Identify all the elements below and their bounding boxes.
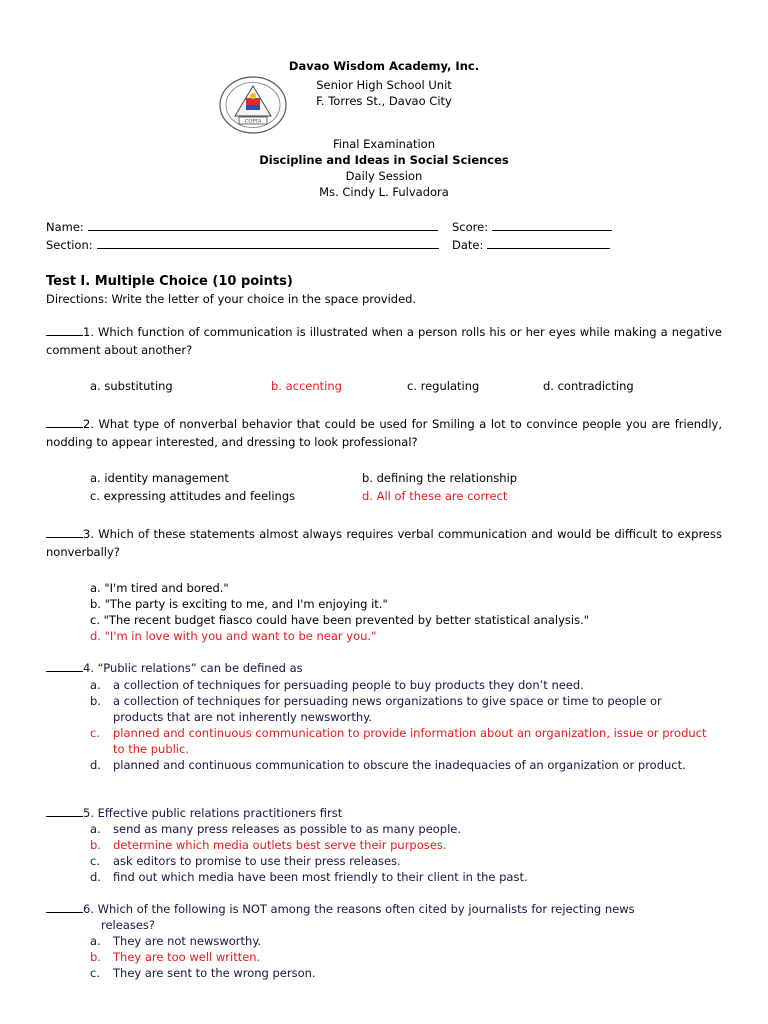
subject-title: Discipline and Ideas in Social Sciences [259, 153, 509, 167]
directions: Directions: Write the letter of your choice in the space provided. [46, 292, 417, 306]
date-label: Date: [452, 238, 484, 252]
question-1 [46, 323, 722, 359]
section-field[interactable] [46, 237, 439, 252]
teacher-name: Ms. Cindy L. Fulvadora [319, 185, 449, 199]
test-title: Test I. Multiple Choice (10 points) [46, 274, 293, 289]
school-unit: Senior High School Unit [316, 78, 452, 92]
answer-blank[interactable] [46, 901, 83, 913]
q1-option-d: d. contradicting [543, 379, 634, 393]
question-text: 6. Which of the following is NOT among the reasons often cited by journalists for rejecting news [83, 902, 635, 916]
option-text: send as many press releases as possible to as many people. [113, 822, 462, 836]
question-4 [46, 660, 303, 676]
option-marker: d. [90, 758, 101, 772]
question-3 [46, 525, 722, 561]
q1-option-b: b. accenting [271, 379, 342, 393]
answer-blank[interactable] [46, 324, 83, 336]
option-marker: b. [90, 838, 101, 852]
option-text: They are too well written. [113, 950, 261, 964]
section-label: Section: [46, 238, 93, 252]
option-marker: c. [90, 854, 100, 868]
question-text: 2. What type of nonverbal behavior that could be used for Smiling a lot to convince people you are friendly, nodding to appear interested, and dressing to look professional? [46, 417, 722, 449]
q2-option-d: d. All of these are correct [362, 489, 508, 503]
school-name: Davao Wisdom Academy, Inc. [288, 59, 480, 73]
option-marker: a. [90, 822, 101, 836]
section-line[interactable] [97, 237, 439, 249]
option-marker: a. [90, 934, 101, 948]
q1-option-c: c. regulating [407, 379, 480, 393]
name-line[interactable] [88, 219, 438, 231]
session-label: Daily Session [345, 169, 423, 183]
question-text: 1. Which function of communication is illustrated when a person rolls his or her eyes while making a negative comment about another? [46, 325, 722, 357]
question-text: 4. “Public relations” can be defined as [83, 661, 303, 675]
q3-option-d: d. "I'm in love with you and want to be near you." [90, 629, 377, 643]
q2-option-b: b. defining the relationship [362, 471, 518, 485]
option-text: They are not newsworthy. [113, 934, 262, 948]
date-line[interactable] [487, 237, 610, 249]
name-label: Name: [46, 220, 84, 234]
option-text: planned and continuous communication to provide information about an organization, issue or product to the public. [113, 726, 707, 756]
option-marker: d. [90, 870, 101, 884]
question-6 [46, 901, 635, 917]
q2-option-c: c. expressing attitudes and feelings [90, 489, 296, 503]
question-2 [46, 415, 722, 451]
answer-blank[interactable] [46, 526, 83, 538]
option-text: planned and continuous communication to obscure the inadequacies of an organization or product. [113, 758, 686, 772]
score-line[interactable] [492, 219, 612, 231]
question-text: 3. Which of these statements almost always requires verbal communication and would be difficult to express nonverbally? [46, 527, 722, 559]
q3-option-b: b. "The party is exciting to me, and I'm enjoying it." [90, 597, 388, 611]
score-label: Score: [452, 220, 489, 234]
option-text: They are sent to the wrong person. [113, 966, 316, 980]
option-text: find out which media have been most friendly to their client in the past. [113, 870, 528, 884]
option-text: a collection of techniques for persuading people to buy products they don’t need. [113, 678, 584, 692]
answer-blank[interactable] [46, 660, 83, 672]
option-marker: b. [90, 694, 101, 708]
option-marker: c. [90, 966, 100, 980]
question-6-continued: releases? [101, 918, 156, 932]
name-field[interactable] [46, 219, 438, 234]
svg-text:COPIA: COPIA [244, 118, 262, 125]
exam-title: Final Examination [332, 137, 436, 151]
option-marker: a. [90, 678, 101, 692]
score-field[interactable] [452, 219, 612, 234]
option-marker: b. [90, 950, 101, 964]
date-field[interactable] [452, 237, 610, 252]
option-text: determine which media outlets best serve their purposes. [113, 838, 447, 852]
option-text: a collection of techniques for persuading news organizations to give space or time to people or products that are not inherently newsworthy. [113, 694, 662, 724]
answer-blank[interactable] [46, 416, 83, 428]
question-text: 5. Effective public relations practitioners first [83, 806, 343, 820]
option-text: ask editors to promise to use their press releases. [113, 854, 401, 868]
q3-option-c: c. "The recent budget fiasco could have been prevented by better statistical analysis." [90, 613, 590, 627]
option-marker: c. [90, 726, 100, 740]
q1-option-a: a. substituting [90, 379, 173, 393]
answer-blank[interactable] [46, 805, 83, 817]
question-5 [46, 805, 342, 821]
school-address: F. Torres St., Davao City [316, 94, 452, 108]
q2-option-a: a. identity management [90, 471, 229, 485]
q3-option-a: a. "I'm tired and bored." [90, 581, 229, 595]
